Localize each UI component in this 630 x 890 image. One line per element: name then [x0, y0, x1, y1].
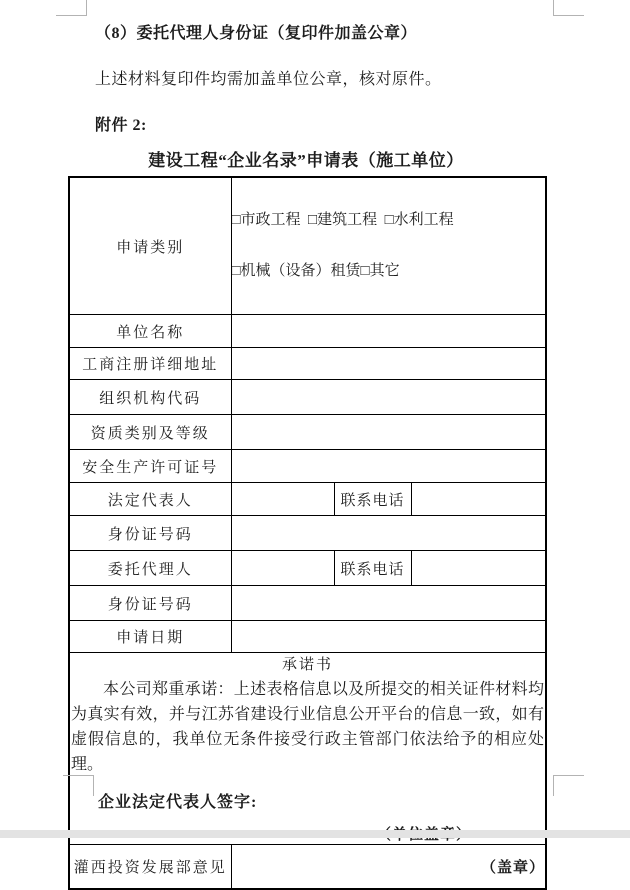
form-title: 建设工程“企业名录”申请表（施工单位）: [148, 151, 464, 170]
cell-input-qualification-grade[interactable]: [231, 415, 546, 450]
cell-label-legal-rep-phone: 联系电话: [334, 483, 411, 516]
cell-label-application-date: 申请日期: [69, 621, 231, 653]
cell-input-legal-representative[interactable]: [231, 483, 334, 516]
cell-label-organization-code: 组织机构代码: [69, 380, 231, 415]
cell-input-application-date[interactable]: [231, 621, 546, 653]
dept-seal-placeholder: （盖章）: [480, 859, 545, 876]
attachment-2-label: 附件 2:: [95, 117, 147, 134]
cell-label-safety-license-no: 安全生产许可证号: [69, 450, 231, 483]
cell-input-organization-code[interactable]: [231, 380, 546, 415]
cell-label-unit-name: 单位名称: [69, 315, 231, 348]
cell-input-agent-id-number[interactable]: [231, 586, 546, 621]
cell-input-entrusted-agent[interactable]: [231, 551, 334, 586]
cell-label-legal-rep-id-number: 身份证号码: [69, 516, 231, 551]
cell-label-guanxi-dept-opinion: 灌西投资发展部意见: [69, 845, 231, 889]
materials-note-text: 上述材料复印件均需加盖单位公章，核对原件。: [95, 71, 442, 88]
text-boundary-mark-bottom-right: [553, 775, 584, 796]
section-heading-item8: （8）委托代理人身份证（复印件加盖公章）: [95, 25, 418, 42]
cell-input-safety-license-no[interactable]: [231, 450, 546, 483]
cell-label-entrusted-agent: 委托代理人: [69, 551, 231, 586]
cell-label-registered-address: 工商注册详细地址: [69, 348, 231, 380]
text-boundary-mark-top-right: [553, 0, 584, 16]
page-bottom-edge: [0, 830, 630, 838]
options-line-2[interactable]: □机械（设备）租赁□其它: [231, 263, 400, 279]
cell-input-agent-phone[interactable]: [411, 551, 546, 586]
cell-label-legal-representative: 法定代表人: [69, 483, 231, 516]
cell-application-category-options[interactable]: [231, 177, 546, 315]
cell-label-agent-phone: 联系电话: [334, 551, 411, 586]
cell-label-qualification-grade: 资质类别及等级: [69, 415, 231, 450]
cell-input-registered-address[interactable]: [231, 348, 546, 380]
cell-guanxi-dept-opinion[interactable]: [231, 845, 546, 889]
promise-letter-body: 本公司郑重承诺：上述表格信息以及所提交的相关证件材料均为真实有效，并与江苏省建设行业信息公开平台的信息一致，如有虚假信息的，我单位无条件接受行政主管部门依法给予的相应处理。: [71, 681, 544, 773]
cell-input-unit-name[interactable]: [231, 315, 546, 348]
promise-letter-cell: [69, 653, 546, 845]
promise-letter-title: 承诺书: [281, 657, 333, 673]
cell-input-legal-rep-id-number[interactable]: [231, 516, 546, 551]
application-form-table: [68, 176, 547, 890]
cell-input-legal-rep-phone[interactable]: [411, 483, 546, 516]
text-boundary-mark-bottom-left: [63, 775, 94, 796]
legal-rep-signature-label[interactable]: 企业法定代表人签字:: [98, 794, 258, 811]
options-line-1[interactable]: □市政工程 □建筑工程 □水利工程: [231, 212, 454, 228]
cell-label-application-category: 申请类别: [69, 177, 231, 315]
text-boundary-mark-top-left: [56, 0, 87, 16]
cell-label-agent-id-number: 身份证号码: [69, 586, 231, 621]
